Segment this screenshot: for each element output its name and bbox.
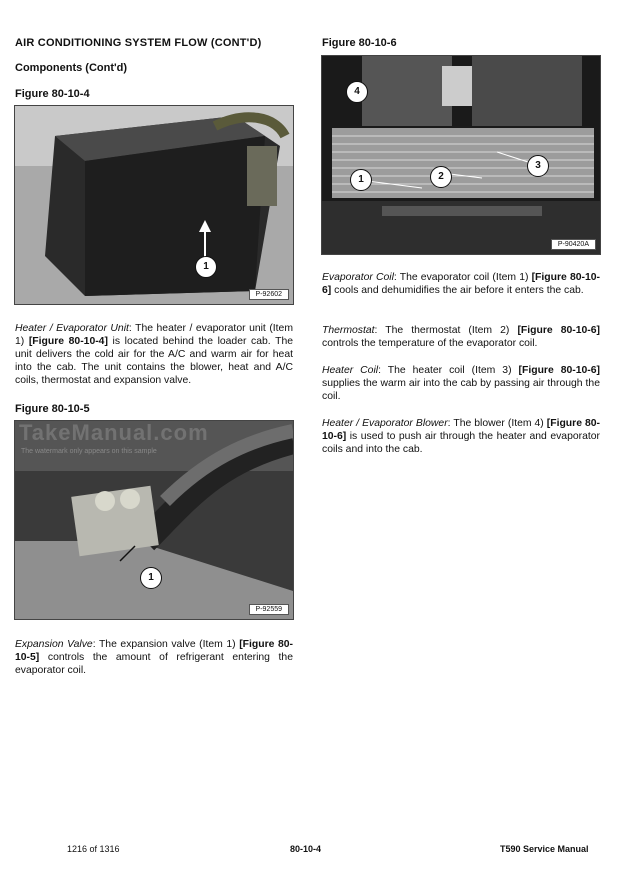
figure-reference: [Figure 80-10-6] [322,418,600,442]
figure-reference: [Figure 80-10-4] [28,336,108,347]
figure-5-label: Figure 80-10-5 [15,403,90,415]
callout-4: 4 [346,81,368,103]
blower-paragraph [322,417,600,456]
figure-6-label: Figure 80-10-6 [322,37,397,49]
text: controls the amount of refrigerant entering the evaporator coil. [15,652,293,676]
text: is used to push air through the heater and evaporator coils and into the cab. [322,431,600,455]
evaporator-coil-paragraph [322,271,600,297]
text: : The heater / evaporator unit (Item 1) [15,323,293,347]
manual-title: T590 Service Manual [500,844,589,854]
page-number: 80-10-4 [290,844,322,854]
term: Expansion Valve [15,639,93,650]
term: Heater Coil [322,365,379,376]
heater-coil-paragraph [322,364,600,403]
text: : The evaporator coil (Item 1) [393,272,532,283]
sub-title: Components (Cont'd) [15,62,127,74]
term: Heater / Evaporator Blower [322,418,448,429]
watermark-note: The watermark only appears on this sample [21,448,157,455]
callout-2: 2 [430,166,452,188]
figure-6-photo [321,55,601,255]
figure-4-label: Figure 80-10-4 [15,88,90,100]
text: : The thermostat (Item 2) [374,325,518,336]
thermostat-paragraph [322,324,600,350]
heater-unit-illustration [15,106,293,304]
callout-1: 1 [195,256,217,278]
text: cools and dehumidifies the air before it enters the cab. [331,285,584,296]
callout-1: 1 [140,567,162,589]
callout-1: 1 [350,169,372,191]
photo-code: P-90420A [551,239,596,250]
figure-reference: [Figure 80-10-5] [15,639,293,663]
photo-code: P-92602 [249,289,289,300]
text: : The heater coil (Item 3) [378,365,519,376]
page-count: 1216 of 1316 [67,844,120,854]
figure-reference: [Figure 80-10-6] [518,365,600,376]
watermark-logo: TakeManual.com [19,420,209,445]
section-title: AIR CONDITIONING SYSTEM FLOW (CONT'D) [15,37,262,49]
text: : The blower (Item 4) [447,418,547,429]
figure-reference: [Figure 80-10-6] [322,272,600,296]
photo-code: P-92559 [249,604,289,615]
term: Thermostat [322,325,375,336]
heater-unit-paragraph [15,322,293,387]
figure-reference: [Figure 80-10-6] [517,325,600,336]
term: Evaporator Coil [322,272,394,283]
expansion-valve-paragraph [15,638,293,677]
text: controls the temperature of the evaporator coil. [322,338,538,349]
text: : The expansion valve (Item 1) [92,639,240,650]
term: Heater / Evaporator Unit [15,323,129,334]
text: is located behind the loader cab. The unit delivers the cold air for the A/C and warm air for heat into the cab. The unit contains the blower, heat and A/C coils, thermostat and expansion valve. [15,336,294,386]
figure-4-photo [14,105,294,305]
callout-3: 3 [527,155,549,177]
text: supplies the warm air into the cab by passing air through the coil. [322,378,600,402]
figure-5-photo [14,420,294,620]
